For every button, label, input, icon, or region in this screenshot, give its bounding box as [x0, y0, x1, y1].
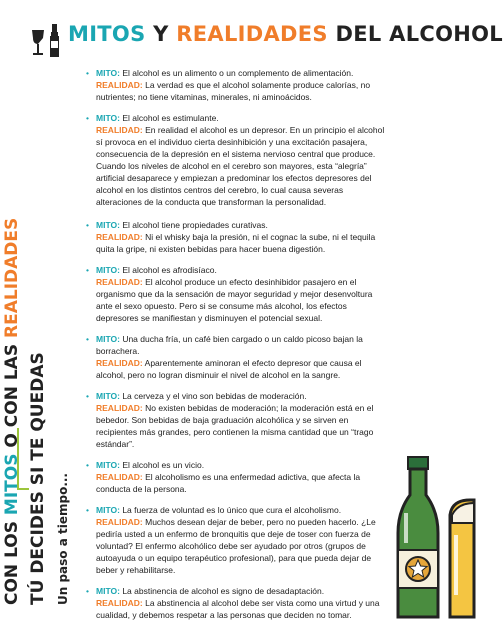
list-item-body — [96, 67, 386, 103]
myth-line — [96, 219, 386, 231]
list-item — [86, 219, 386, 255]
list-item — [86, 459, 386, 495]
myth-text: La abstinencia de alcohol es signo de desadaptación. — [122, 586, 325, 596]
myth-label: MITO: — [96, 391, 120, 401]
list-item — [86, 390, 386, 450]
myth-line — [96, 67, 386, 79]
myth-label: MITO: — [96, 334, 120, 344]
reality-label: REALIDAD: — [96, 517, 143, 527]
list-item-body — [96, 219, 386, 255]
myth-text: El alcohol es afrodisíaco. — [122, 265, 217, 275]
myth-label: MITO: — [96, 460, 120, 470]
myth-text: El alcohol es estimulante. — [122, 113, 219, 123]
bullet-marker: • — [86, 113, 89, 123]
myth-text: La fuerza de voluntad es lo único que cura el alcoholismo. — [122, 505, 342, 515]
title-mitos: MITOS — [68, 22, 146, 46]
list-item — [86, 264, 386, 324]
reality-text: La verdad es que el alcohol solamente produce calorías, no nutrientes; no tiene vitaminas, minerales, ni aminoácidos. — [96, 80, 371, 102]
reality-line — [96, 124, 386, 208]
title-del-alcohol: DEL ALCOHOL — [335, 22, 503, 46]
myth-label: MITO: — [96, 586, 120, 596]
reality-label: REALIDAD: — [96, 277, 143, 287]
myth-text: La cerveza y el vino son bebidas de moderación. — [122, 391, 307, 401]
reality-line — [96, 516, 386, 576]
reality-text: La abstinencia al alcohol debe ser vista como una virtud y una cualidad, y debemos respetar a las personas que deciden no tomar. — [96, 598, 380, 620]
bullet-marker: • — [86, 265, 89, 275]
list-item-body — [96, 504, 386, 576]
list-item-body — [96, 112, 386, 208]
page-title — [68, 22, 503, 46]
list-item — [86, 112, 386, 208]
myth-line — [96, 585, 386, 597]
side-con-los: CON LOS — [2, 521, 22, 605]
beer-bottle-and-glass-illustration — [392, 455, 474, 617]
myth-label: MITO: — [96, 113, 120, 123]
myth-text: El alcohol es un alimento o un complemento de alimentación. — [122, 68, 354, 78]
reality-line — [96, 402, 386, 450]
bullet-marker: • — [86, 505, 89, 515]
side-banner-text — [0, 105, 82, 605]
reality-text: En realidad el alcohol es un depresor. En un principio el alcohol sí provoca en el individuo cierta desinhibición y una excitación pasajera, consecuencia de la depresión en el sistema nervioso central que produce. Cuando los niveles de alcohol en el cerebro son mayores, esta “alegría” artificial desaparece y empiezan a predominar los efectos depresores del alcohol en los distintos centros del cerebro, lo cual causa severas alteraciones de la conducta que transforman la personalidad. — [96, 125, 385, 207]
reality-text: El alcoholismo es una enfermedad adictiva, que afecta la conducta de la persona. — [96, 472, 361, 494]
reality-label: REALIDAD: — [96, 232, 143, 242]
bullet-marker: • — [86, 220, 89, 230]
reality-line — [96, 276, 386, 324]
side-o-con-las: O CON LAS — [2, 343, 22, 448]
reality-line — [96, 231, 386, 255]
side-mitos: MITOS — [2, 453, 22, 516]
reality-label: REALIDAD: — [96, 358, 143, 368]
reality-label: REALIDAD: — [96, 598, 143, 608]
reality-label: REALIDAD: — [96, 403, 143, 413]
list-item — [86, 504, 386, 576]
myth-label: MITO: — [96, 265, 120, 275]
side-tagline: Un paso a tiempo... — [56, 473, 70, 605]
list-item — [86, 333, 386, 381]
reality-text: Ni el whisky baja la presión, ni el cognac la sube, ni el tequila quita la gripe, ni existen bebidas para hacer buena digestión. — [96, 232, 376, 254]
reality-label: REALIDAD: — [96, 472, 143, 482]
reality-line — [96, 357, 386, 381]
list-item-body — [96, 459, 386, 495]
title-y: Y — [153, 22, 169, 46]
side-banner — [0, 100, 82, 610]
myth-line — [96, 504, 386, 516]
myth-line — [96, 333, 386, 357]
bullet-marker: • — [86, 460, 89, 470]
reality-label: REALIDAD: — [96, 80, 143, 90]
myth-text: Una ducha fría, un café bien cargado o un caldo picoso bajan la borrachera. — [96, 334, 363, 356]
bullet-marker: • — [86, 391, 89, 401]
side-bracket-decoration — [17, 428, 29, 490]
myth-text: El alcohol tiene propiedades curativas. — [122, 220, 268, 230]
myth-label: MITO: — [96, 505, 120, 515]
myths-list — [86, 67, 386, 630]
title-realidades: REALIDADES — [176, 22, 328, 46]
list-item — [86, 585, 386, 621]
bullet-marker: • — [86, 68, 89, 78]
myth-line — [96, 390, 386, 402]
list-item-body — [96, 333, 386, 381]
myth-text: El alcohol es un vicio. — [122, 460, 205, 470]
reality-line — [96, 79, 386, 103]
reality-text: El alcohol produce un efecto desinhibidor pasajero en el organismo que da la sensación de mayor seguridad y mejor desenvoltura ante el sexo opuesto. Pero si se consume más alcohol, los efectos depresores se manifiestan y disminuyen el potencial sexual. — [96, 277, 373, 323]
reality-line — [96, 597, 386, 621]
reality-label: REALIDAD: — [96, 125, 143, 135]
side-line-2 — [2, 218, 22, 605]
reality-line — [96, 471, 386, 495]
bullet-marker: • — [86, 586, 89, 596]
myth-line — [96, 112, 386, 124]
myth-line — [96, 264, 386, 276]
reality-text: Aparentemente aminoran el efecto depresor que causa el alcohol, pero no logran disminuir el nivel de alcohol en la sangre. — [96, 358, 362, 380]
reality-text: Muchos desean dejar de beber, pero no pueden hacerlo. ¿Le pediría usted a un enfermo de bronquitis que deje de toser con fuerza de voluntad? El enfermo alcohólico debe ser ayudado por otros (grupos de autoayuda o un equipo terapéutico profesional), para que pueda dejar de beber y rehabilitarse. — [96, 517, 376, 575]
list-item-body — [96, 585, 386, 621]
list-item-body — [96, 264, 386, 324]
list-item-body — [96, 390, 386, 450]
list-item — [86, 67, 386, 103]
bullet-marker: • — [86, 334, 89, 344]
side-line-1: TÚ DECIDES SI TE QUEDAS — [28, 352, 48, 605]
wine-glass-bottle-icon — [30, 24, 64, 58]
side-realidades: REALIDADES — [2, 217, 22, 338]
myth-line — [96, 459, 386, 471]
header — [0, 0, 503, 62]
myth-label: MITO: — [96, 220, 120, 230]
myth-label: MITO: — [96, 68, 120, 78]
reality-text: No existen bebidas de moderación; la moderación está en el bebedor. Son bebidas de baja graduación alcohólica y se sirven en recipientes más grandes, pero contienen la misma cantidad que un “trago estándar”. — [96, 403, 374, 449]
